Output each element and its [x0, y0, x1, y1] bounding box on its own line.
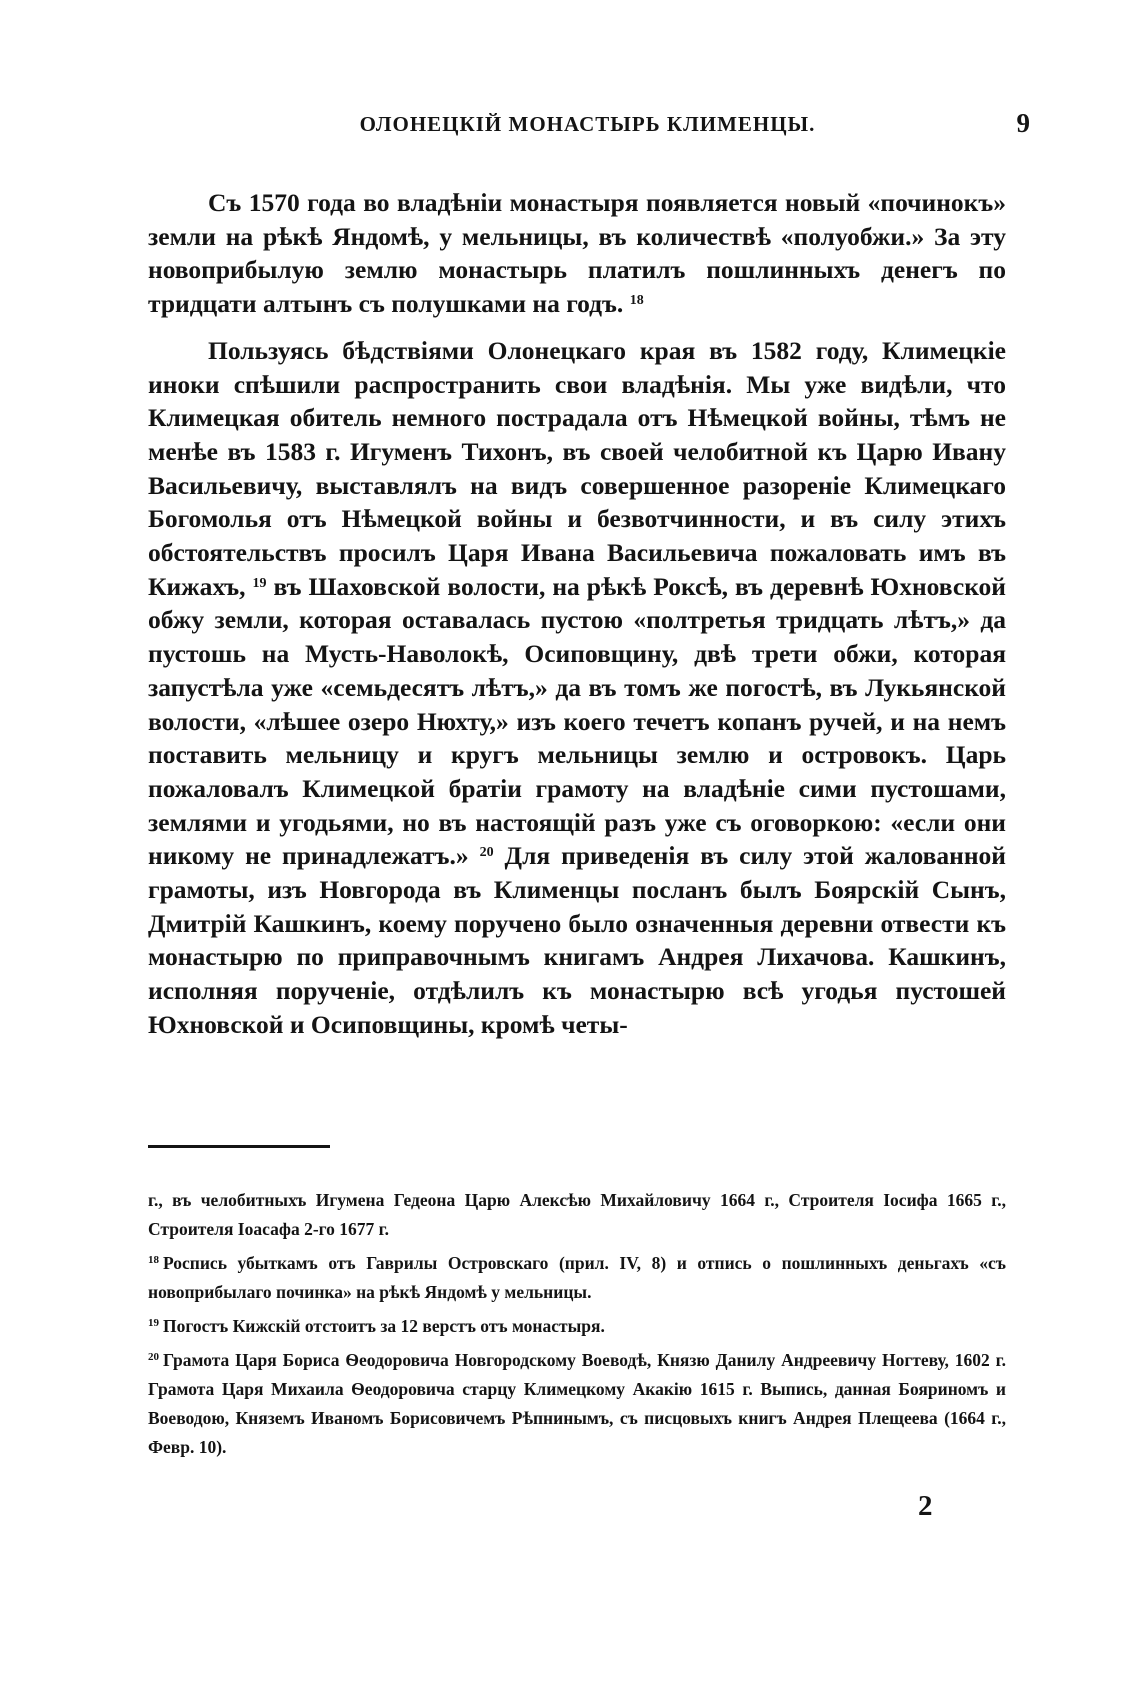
footnote-number: 19	[148, 1317, 159, 1329]
running-header	[145, 108, 1030, 152]
footnote-number: 18	[148, 1254, 159, 1266]
footnote-text: Роспись убыткамъ отъ Гаврилы Островскаго (прил. IV, 8) и отпись о пошлинныхъ деньгахъ «съ новоприбылаго починка» на рѣкѣ Яндомѣ у мельницы.	[148, 1253, 1006, 1302]
footnote	[148, 1312, 1006, 1341]
footnote-ref: 18	[629, 293, 644, 309]
page-number: 9	[1016, 108, 1030, 138]
footnote-continuation	[148, 1186, 1006, 1244]
footnote-number: 20	[148, 1351, 159, 1363]
paragraph-text: Пользуясь бѣдствіями Олонецкаго края въ 1582 году, Климецкіе иноки спѣшили распространить свои владѣнія. Мы уже видѣли, что Климецкая обитель немного пострадала отъ Нѣмецкой войны, тѣмъ не менѣе въ 1583 г. Игуменъ Тихонъ, въ своей челобитной къ Царю Ивану Васильевичу, выставлялъ на видъ совершенное разореніе Климецкаго Богомолья отъ Нѣмецкой войны и безвотчинности, и въ силу этихъ обстоятельствъ просилъ Царя Ивана Васильевича пожаловать имъ въ Кижахъ,	[148, 335, 1006, 601]
footnote-text: Погостъ Кижскій отстоитъ за 12 верстъ отъ монастыря.	[163, 1316, 605, 1336]
paragraph-text: въ Шаховской волости, на рѣкѣ Роксѣ, въ деревнѣ Юхновской обжу земли, которая оставалась пустою «полтретья тридцать лѣтъ,» да пустошь на Мусть-Наволокѣ, Осиповщину, двѣ трети обжи, которая запустѣла уже «семьдесятъ лѣтъ,» да въ томъ же погостѣ, въ Лукьянской волости, «лѣшее озеро Нюхту,» изъ коего течетъ копанъ ручей, и на немъ поставить мельницу и кругъ мельницы землю и островокъ. Царь пожаловалъ Климецкой братіи грамоту на владѣніе сими пустошами, землями и угодьями, но въ настоящій разъ уже съ оговоркою: «если они никому не принадлежатъ.»	[148, 571, 1007, 871]
footnote-ref: 20	[479, 845, 494, 861]
main-text	[148, 186, 1006, 1042]
paragraph	[148, 334, 1006, 1042]
footnote-ref: 19	[252, 575, 267, 591]
footnote-divider	[148, 1145, 330, 1148]
footnote	[148, 1249, 1006, 1307]
paragraph	[148, 186, 1006, 321]
paragraph-text: Съ 1570 года во владѣніи монастыря появляется новый «починокъ» земли на рѣкѣ Яндомѣ, у мельницы, въ количествѣ «полуобжи.» За эту новоприбылую землю монастырь платилъ пошлинныхъ денегъ по тридцати алтынъ съ полушками на годъ.	[148, 188, 1006, 319]
signature-mark: 2	[918, 1490, 933, 1522]
footnote	[148, 1346, 1006, 1462]
running-header-title: ОЛОНЕЦКІЙ МОНАСТЫРЬ КЛИМЕНЦЫ.	[359, 112, 816, 136]
footnote-text: Грамота Царя Бориса Ѳеодоровича Новгородскому Воеводѣ, Князю Данилу Андреевичу Ногтеву, 1602 г. Грамота Царя Михаила Ѳеодоровича старцу Климецкому Акакію 1615 г. Выпись, данная Бояриномъ и Воеводою, Княземъ Иваномъ Борисовичемъ Рѣпнинымъ, съ писцовыхъ книгъ Андрея Плещеева (1664 г., Февр. 10).	[148, 1350, 1006, 1457]
paragraph-text: Для приведенія въ силу этой жалованной грамоты, изъ Новгорода въ Клименцы посланъ былъ Боярскій Сынъ, Дмитрій Кашкинъ, коему поручено было означенныя деревни отвести къ монастырю по приправочнымъ книгамъ Андрея Лихачова. Кашкинъ, исполняя порученіе, отдѣлилъ къ монастырю всѣ угодья пустошей Юхновской и Осиповщины, кромѣ четы-	[148, 841, 1006, 1039]
footnote-text: г., въ челобитныхъ Игумена Гедеона Царю Алексѣю Михайловичу 1664 г., Строителя Іосифа 1665 г., Строителя Іоасафа 2-го 1677 г.	[148, 1190, 1006, 1239]
footnotes	[148, 1186, 1006, 1462]
